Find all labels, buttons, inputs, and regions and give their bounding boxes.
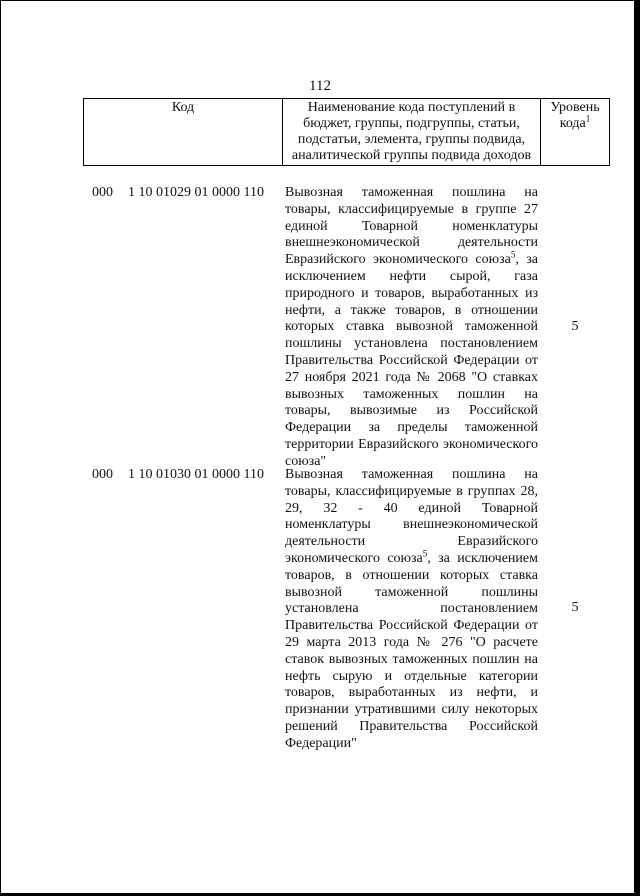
row-description-part2: , за исключением товаров, в отношении которых ставка вывозной таможенной пошлины установлена постановлением Правительства Российской Федерации от 29 марта 2013 года № 276 "О расчете ставок вывозных таможенных пошлин на нефть сырую и отдельные категории товаров, выработанных из нефти, и признании утратившими силу некоторых решений Правительства Российской Федерации" (285, 550, 538, 751)
header-level (541, 99, 610, 166)
header-name (283, 99, 541, 166)
row-description (285, 467, 538, 753)
row-classification-code: 1 10 01029 01 0000 110 (128, 185, 264, 200)
header-code (84, 99, 283, 166)
row-description-part1: Вывозная таможенная пошлина на товары, классифицируемые в группах 28, 29, 32 - 40 единой Товарной номенклатуры внешнеэкономической деятельности Евразийского экономического союза (285, 467, 538, 566)
row-description-footnote: 5 (510, 249, 516, 260)
header-level-footnote: 1 (585, 113, 591, 124)
row-admin-code: 000 (92, 467, 113, 482)
row-description (285, 185, 538, 471)
row-admin-code: 000 (92, 185, 113, 200)
header-level-label: Уровень кода (550, 100, 600, 131)
row-description-part1: Вывозная таможенная пошлина на товары, классифицируемые в группе 27 единой Товарной номенклатуры внешнеэкономической деятельности Евразийского экономического союза (285, 185, 538, 268)
page-number: 112 (309, 78, 331, 94)
scan-edge-right (634, 0, 640, 896)
table-header (83, 98, 610, 166)
header-name-label: Наименование кода поступлений в бюджет, группы, подгруппы, статьи, подстатьи, элемента, группы подвида, аналитической группы подвида доходов (291, 100, 532, 163)
row-description-footnote: 5 (422, 548, 428, 559)
row-level: 5 (571, 600, 579, 615)
row-description-part2: , за исключением нефти сырой, газа природного и товаров, выработанных из нефти, а также товаров, в отношении которых ставка вывозной таможенной пошлины установлена постановлением Правительства Российской Федерации от 27 ноября 2021 года № 2068 "О ставках вывозных таможенных пошлин на товары, вывозимые из Российской Федерации за пределы таможенной территории Евразийского экономического союза" (285, 252, 538, 469)
row-classification-code: 1 10 01030 01 0000 110 (128, 467, 264, 482)
header-code-label: Код (171, 100, 195, 115)
row-level: 5 (571, 319, 579, 334)
